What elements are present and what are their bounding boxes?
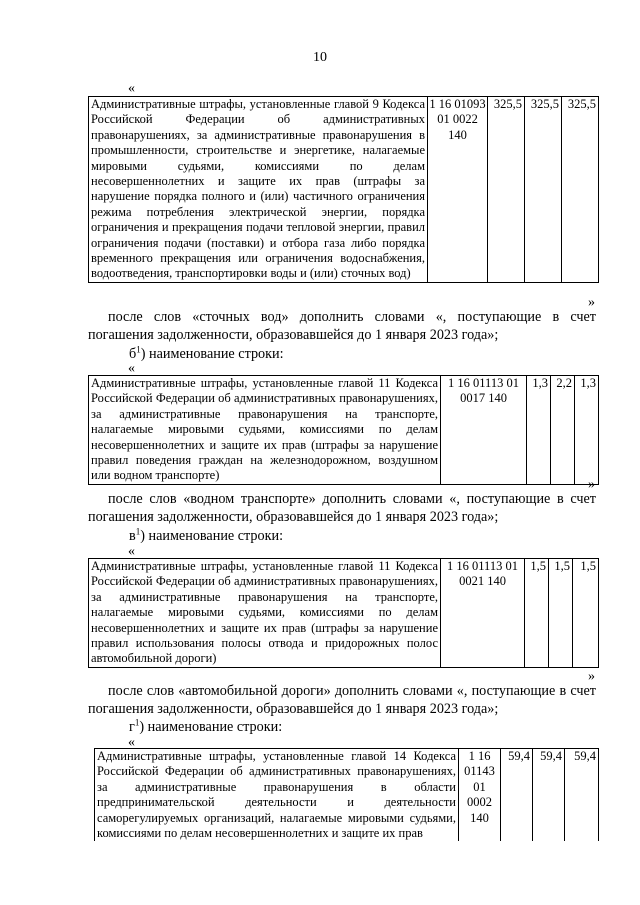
row-description: Административные штрафы, установленные главой 14 Кодекса Российской Федерации об административных правонарушениях, за административные правонарушения в области предпринимательской деятельности и деятельности саморегулируемых организаций, налагаемые мировыми судьями, комиссиями по делам несовершеннолетних и защите их прав	[95, 749, 459, 842]
open-quote: «	[128, 81, 135, 96]
row-value-1: 1,5	[525, 559, 549, 668]
row-value-2: 59,4	[533, 749, 565, 842]
row-description: Административные штрафы, установленные главой 9 Кодекса Российской Федерации об административных правонарушениях, за административные правонарушения в промышленности, строительстве и энергетике, налагаемые мировыми судьями, комиссиями по делам несовершеннолетних и защите их прав (штрафы за нарушение порядка полного и (или) частичного ограничения режима потребления электрической энергии, порядка ограничения и прекращения подачи тепловой энергии, правил ограничения подачи (поставки) и отбора газа либо порядка временного прекращения или ограничения водоснабжения, водоотведения, транспортировки воды и (или) сточных вод)	[89, 97, 428, 283]
row-value-2: 1,5	[549, 559, 573, 668]
open-quote: «	[128, 361, 135, 376]
row-code: 1 16 01113 01 0017 140	[441, 376, 527, 485]
item-heading: $г^1$) наименование строки:	[129, 717, 283, 735]
table-row-1	[88, 96, 599, 283]
row-code: 1 16 01093 01 0022 140	[428, 97, 488, 283]
page-number: 10	[313, 50, 327, 65]
amendment-text: после слов «сточных вод» дополнить словами «, поступающие в счет погашения задолженности, образовавшейся до 1 января 2023 года»;	[88, 309, 596, 343]
row-value-1: 325,5	[488, 97, 525, 283]
row-value-2: 325,5	[525, 97, 562, 283]
row-description: Административные штрафы, установленные главой 11 Кодекса Российской Федерации об административных правонарушениях, за административные правонарушения на транспорте, налагаемые мировыми судьями, комиссиями по делам несовершеннолетних и защите их прав (штрафы за нарушение правил поведения граждан на железнодорожном, воздушном или водном транспорте)	[89, 376, 441, 485]
table-row-4	[94, 748, 599, 841]
open-quote: «	[128, 544, 135, 559]
row-value-3: 325,5	[562, 97, 599, 283]
row-value-1: 59,4	[501, 749, 533, 842]
amendment-text: после слов «автомобильной дороги» дополнить словами «, поступающие в счет погашения задолженности, образовавшейся до 1 января 2023 года»;	[88, 683, 596, 717]
row-value-3: 1,3	[575, 376, 599, 485]
open-quote: «	[128, 735, 135, 750]
close-quote: »	[588, 295, 595, 310]
row-code: 1 16 01113 01 0021 140	[441, 559, 525, 668]
amendment-text: после слов «водном транспорте» дополнить словами «, поступающие в счет погашения задолженности, образовавшейся до 1 января 2023 года»;	[88, 491, 596, 525]
row-description: Административные штрафы, установленные главой 11 Кодекса Российской Федерации об административных правонарушениях, за административные правонарушения на транспорте, налагаемые мировыми судьями, комиссиями по делам несовершеннолетних и защите их прав (штрафы за нарушение правил использования полосы отвода и придорожных полос автомобильной дороги)	[89, 559, 441, 668]
row-value-2: 2,2	[551, 376, 575, 485]
table-row-3	[88, 558, 599, 668]
item-heading: $в^1$) наименование строки:	[129, 526, 284, 544]
row-code: 1 16 01143 01 0002 140	[459, 749, 501, 842]
close-quote: »	[588, 669, 595, 684]
close-quote: »	[588, 477, 595, 492]
row-value-3: 1,5	[573, 559, 599, 668]
item-heading: $б^1$) наименование строки:	[129, 344, 284, 362]
row-value-1: 1,3	[527, 376, 551, 485]
table-row-2	[88, 375, 599, 485]
row-value-3: 59,4	[565, 749, 599, 842]
